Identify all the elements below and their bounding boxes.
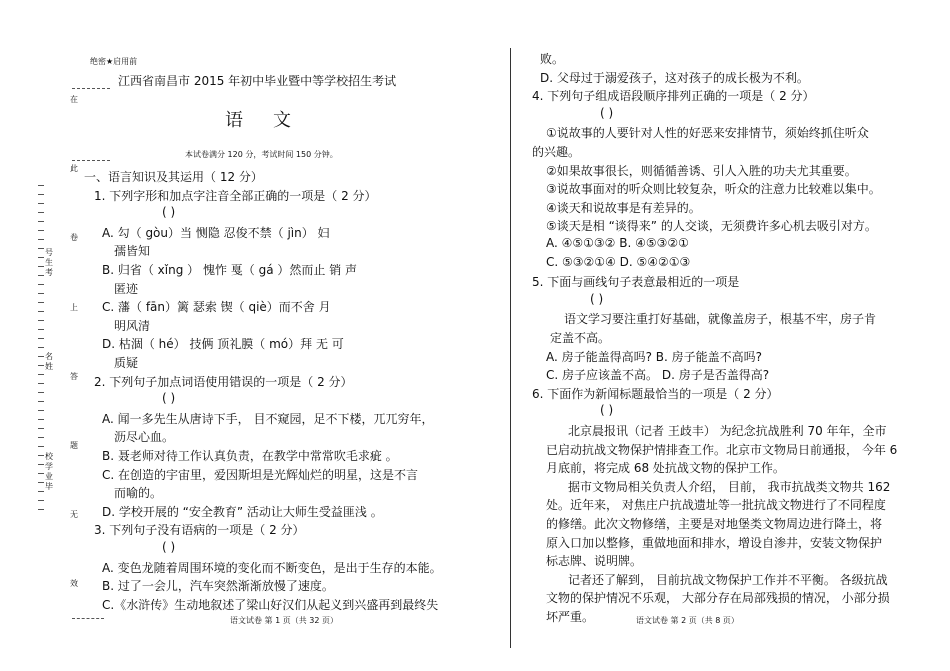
text-line: 6. 下面作为新闻标题最恰当的一项是（ 2 分） bbox=[532, 386, 779, 401]
school-label: 校学业毕 bbox=[45, 452, 53, 491]
text-line: 5. 下面与画线句子表意最相近的一项是 bbox=[532, 275, 740, 290]
subject-title: 语文 bbox=[225, 110, 321, 131]
text-line: C. ⑤③②①④ D. ⑤④②①③ bbox=[546, 254, 691, 269]
text-line: C. 房子应该盖不高。 D. 房子是否盖得高? bbox=[546, 368, 770, 383]
text-line: 文物的保护情况不乐观， 大部分存在局部残损的情况， 小部分损 bbox=[546, 591, 890, 606]
text-line: 败。 bbox=[540, 52, 565, 66]
text-line: 标志牌、说明牌。 bbox=[546, 554, 643, 569]
text-line: ( ) bbox=[162, 205, 176, 220]
text-line: 北京晨报讯（记者 王歧丰） 为纪念抗战胜利 70 年年，全市 bbox=[568, 424, 887, 438]
text-line: 沥尽心血。 bbox=[114, 430, 175, 445]
text-line: 一、语言知识及其运用（ 12 分） bbox=[84, 170, 263, 184]
text-line: A. 房子能盖得高吗? B. 房子能盖不高吗? bbox=[546, 349, 763, 364]
text-line: ( ) bbox=[162, 391, 176, 406]
seal-char: 答 bbox=[70, 372, 78, 381]
dash-separator bbox=[72, 160, 110, 161]
text-line: ②如果故事很长，则循循善诱、引人入胜的功夫尤其重要。 bbox=[546, 163, 857, 178]
text-line: A. 变色龙随着周围环境的变化而不断变色，是出于生存的本能。 bbox=[102, 560, 442, 575]
text-line: ( ) bbox=[162, 540, 176, 554]
seal-char: 卷 bbox=[70, 233, 78, 242]
text-line: 已启动抗战文物保护情排查工作。北京市文物局日前通报， 今年 6 bbox=[546, 442, 898, 457]
text-line: A. ④⑤①③② B. ④⑤③②① bbox=[546, 236, 689, 250]
text-line: ( ) bbox=[600, 403, 614, 418]
seal-char: 无 bbox=[70, 510, 78, 519]
text-line: ①说故事的人要针对人性的好恶来安排情节，须始终抓住听众 bbox=[546, 126, 869, 141]
seal-char: 题 bbox=[70, 441, 78, 450]
text-line: 2. 下列句子加点词语使用错误的一项是（ 2 分） bbox=[94, 374, 353, 389]
text-line: A. 闻一多先生从唐诗下手， 目不窥园，足不下楼，兀兀穷年， bbox=[102, 411, 434, 426]
text-line: D. 父母过于溺爱孩子，这对孩子的成长极为不利。 bbox=[540, 70, 809, 85]
exam-title: 江西省南昌市 2015 年初中毕业暨中等学校招生考试 bbox=[118, 74, 397, 88]
text-line: 质疑 bbox=[114, 356, 139, 370]
seal-char: 此 bbox=[70, 164, 78, 173]
text-line: D. 枯涸（ hé） 技俩 顶礼膜（ mó）拜 无 可 bbox=[102, 337, 344, 352]
text-line: 处。近年来， 对焦庄户抗战遗址等一批抗战文物进行了不同程度 bbox=[546, 498, 886, 513]
text-line: 而喻的。 bbox=[114, 486, 163, 501]
footer-right: 语文试卷 第 2 页（共 8 页） bbox=[636, 616, 739, 625]
text-line: 1. 下列字形和加点字注音全部正确的一项是（ 2 分） bbox=[94, 188, 377, 203]
text-line: B. 聂老师对待工作认真负责，在教学中常常吹毛求疵 。 bbox=[102, 449, 398, 463]
text-line: 月底前，将完成 68 处抗战文物的保护工作。 bbox=[546, 461, 785, 476]
text-line: ⑤谈天是相 “谈得来” 的人交谈，无须费许多心机去吸引对方。 bbox=[546, 219, 877, 234]
text-line: 据市文物局相关负责人介绍， 目前， 我市抗战类文物共 162 bbox=[568, 479, 891, 494]
text-line: ③说故事面对的听众则比较复杂，听众的注意力比较难以集中。 bbox=[546, 182, 881, 197]
text-line: C.《水浒传》生动地叙述了梁山好汉们从起义到兴盛再到最终失 bbox=[102, 597, 439, 612]
text-line: B. 过了一会儿，汽车突然渐渐放慢了速度。 bbox=[102, 579, 334, 594]
text-line: D. 学校开展的 “安全教育” 活动让大师生受益匪浅 。 bbox=[102, 504, 383, 519]
seal-char: 效 bbox=[70, 579, 78, 588]
text-line: 3. 下列句子没有语病的一项是（ 2 分） bbox=[94, 523, 305, 538]
seal-char: 上 bbox=[70, 303, 78, 312]
text-line: 4. 下列句子组成语段顺序排列正确的一项是（ 2 分） bbox=[532, 89, 815, 104]
text-line: A. 勾（ gòu）当 恻隐 忍俊不禁（ jìn） 妇 bbox=[102, 225, 330, 240]
text-line: 匿迹 bbox=[114, 281, 139, 296]
text-line: C. 藩（ fān）篱 瑟索 锲（ qiè）而不舍 月 bbox=[102, 300, 331, 315]
footer-left: 语文试卷 第 1 页（共 32 页） bbox=[230, 616, 338, 625]
text-line: 明风清 bbox=[114, 318, 151, 333]
text-line: C. 在创造的宇宙里，爱因斯坦是光辉灿烂的明星，这是不言 bbox=[102, 467, 419, 482]
dash-separator bbox=[72, 88, 110, 89]
text-line: 的修缮。此次文物修缮，主要是对地堡类文物周边进行降土，将 bbox=[546, 517, 883, 531]
text-line: ④谈天和说故事是有差异的。 bbox=[546, 200, 701, 215]
confidential-label: 绝密★启用前 bbox=[90, 57, 138, 66]
exam-info: 本试卷满分 120 分，考试时间 150 分钟。 bbox=[185, 150, 338, 159]
exam-number-label: 号生考 bbox=[45, 248, 53, 277]
seal-char: 在 bbox=[70, 95, 78, 104]
text-line: ( ) bbox=[600, 105, 614, 120]
text-line: 孺皆知 bbox=[114, 244, 151, 259]
text-line: 定盖不高。 bbox=[550, 331, 611, 345]
text-line: 坏严重。 bbox=[546, 610, 595, 624]
column-divider bbox=[510, 48, 511, 648]
name-label: 名姓 bbox=[45, 352, 53, 371]
text-line: 的兴趣。 bbox=[532, 145, 581, 159]
text-line: 原入口加以整修，重做地面和排水，增设自渗井，安装文物保护 bbox=[546, 535, 883, 550]
text-line: 语文学习要注重打好基础，就像盖房子，根基不牢，房子肯 bbox=[564, 312, 877, 327]
text-line: B. 归省（ xǐng ） 愧怍 戛（ gá ）然而止 销 声 bbox=[102, 263, 358, 277]
text-line: ( ) bbox=[590, 291, 604, 306]
text-line: 记者还了解到， 目前抗战文物保护工作并不平衡。 各级抗战 bbox=[568, 572, 888, 587]
dash-separator bbox=[72, 618, 104, 619]
